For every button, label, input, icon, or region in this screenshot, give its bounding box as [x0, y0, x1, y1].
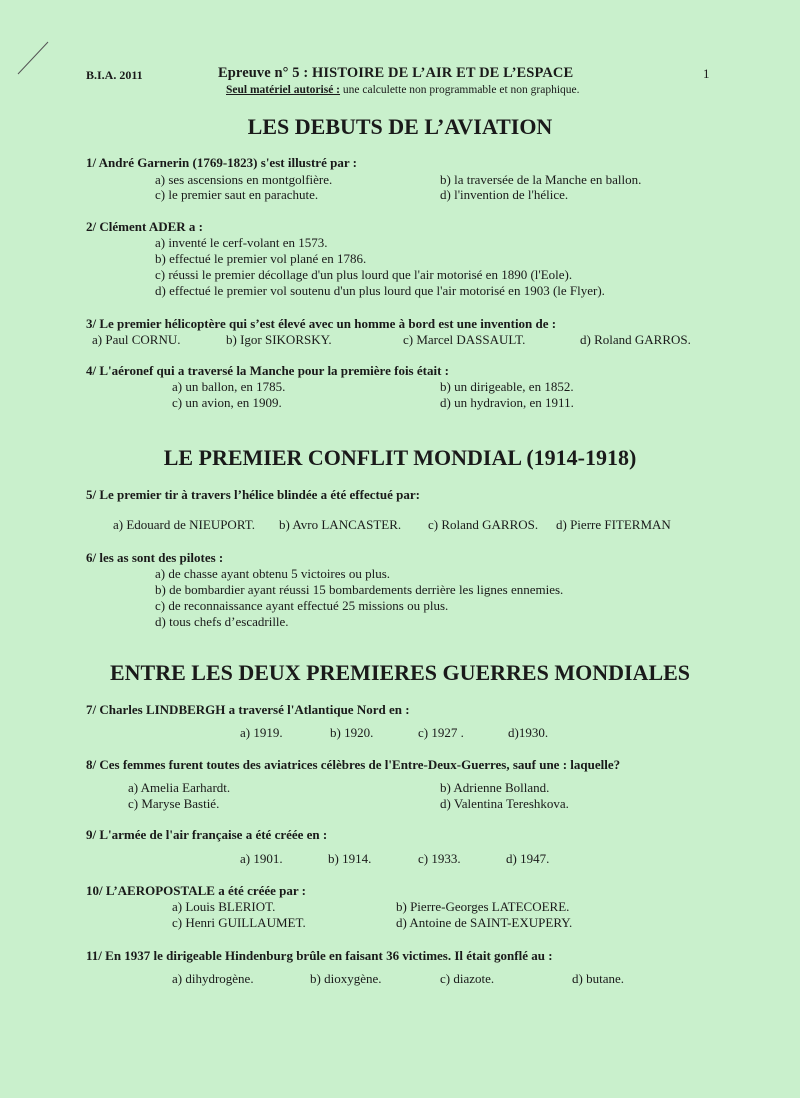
q10-option-c: c) Henri GUILLAUMET.	[172, 915, 306, 930]
materials-label: Seul matériel autorisé :	[226, 84, 341, 96]
q2-option-d: d) effectué le premier vol soutenu d'un plus lourd que l'air motorisé en 1903 (le Flyer).	[155, 283, 605, 298]
q10-option-b: b) Pierre-Georges LATECOERE.	[396, 899, 570, 914]
question-10: 10/ L’AEROPOSTALE a été créée par :	[86, 883, 307, 898]
q5-option-d: d) Pierre FITERMAN	[556, 517, 671, 532]
q3-option-d: d) Roland GARROS.	[580, 332, 691, 347]
question-1: 1/ André Garnerin (1769-1823) s'est illustré par :	[86, 155, 357, 170]
page-number: 1	[703, 66, 710, 81]
q9-option-c: c) 1933.	[418, 851, 461, 866]
question-7: 7/ Charles LINDBERGH a traversé l'Atlantique Nord en :	[86, 702, 410, 717]
q1-option-c: c) le premier saut en parachute.	[155, 187, 319, 202]
q9-option-b: b) 1914.	[328, 851, 372, 866]
q3-option-c: c) Marcel DASSAULT.	[403, 332, 526, 347]
q11-option-b: b) dioxygène.	[310, 971, 382, 986]
q8-option-d: d) Valentina Tereshkova.	[440, 796, 569, 811]
q6-option-b: b) de bombardier ayant réussi 15 bombardements derrière les lignes ennemies.	[155, 582, 564, 597]
q4-option-c: c) un avion, en 1909.	[172, 395, 282, 410]
q7-option-b: b) 1920.	[330, 725, 374, 740]
q7-option-c: c) 1927 .	[418, 725, 464, 740]
q4-option-b: b) un dirigeable, en 1852.	[440, 379, 574, 394]
exam-label: B.I.A. 2011	[86, 68, 143, 82]
q1-option-b: b) la traversée de la Manche en ballon.	[440, 172, 642, 187]
question-2: 2/ Clément ADER a :	[86, 219, 203, 234]
materials-note	[226, 84, 580, 96]
question-6: 6/ les as sont des pilotes :	[86, 550, 224, 565]
q5-option-b: b) Avro LANCASTER.	[279, 517, 402, 532]
section-title-debuts: LES DEBUTS DE L’AVIATION	[247, 114, 553, 139]
materials-text: une calculette non programmable et non graphique.	[340, 84, 580, 96]
q9-option-a: a) 1901.	[240, 851, 283, 866]
section-title-entre-guerres: ENTRE LES DEUX PREMIERES GUERRES MONDIALES	[109, 660, 691, 685]
question-4: 4/ L'aéronef qui a traversé la Manche pour la première fois était :	[86, 363, 449, 378]
question-11: 11/ En 1937 le dirigeable Hindenburg brûle en faisant 36 victimes. Il était gonflé au :	[86, 948, 553, 963]
q2-option-c: c) réussi le premier décollage d'un plus lourd que l'air motorisé en 1890 (l'Eole).	[155, 267, 573, 282]
q6-option-a: a) de chasse ayant obtenu 5 victoires ou plus.	[155, 566, 391, 581]
q5-option-a: a) Edouard de NIEUPORT.	[113, 517, 255, 532]
q8-option-c: c) Maryse Bastié.	[128, 796, 220, 811]
q7-option-d: d)1930.	[508, 725, 549, 740]
q2-option-a: a) inventé le cerf-volant en 1573.	[155, 235, 328, 250]
q10-option-a: a) Louis BLERIOT.	[172, 899, 276, 914]
q8-option-b: b) Adrienne Bolland.	[440, 780, 550, 795]
question-8: 8/ Ces femmes furent toutes des aviatrices célèbres de l'Entre-Deux-Guerres, sauf une : laquelle?	[86, 757, 621, 772]
q7-option-a: a) 1919.	[240, 725, 283, 740]
question-3: 3/ Le premier hélicoptère qui s’est élevé avec un homme à bord est une invention de :	[86, 316, 557, 331]
q11-option-d: d) butane.	[572, 971, 624, 986]
q4-option-d: d) un hydravion, en 1911.	[440, 395, 574, 410]
section-title-premier-conflit: LE PREMIER CONFLIT MONDIAL (1914-1918)	[163, 445, 637, 470]
q1-option-a: a) ses ascensions en montgolfière.	[155, 172, 333, 187]
q3-option-b: b) Igor SIKORSKY.	[226, 332, 332, 347]
exam-title: Epreuve n° 5 : HISTOIRE DE L’AIR ET DE L’ESPACE	[218, 65, 574, 81]
q2-option-b: b) effectué le premier vol plané en 1786.	[155, 251, 367, 266]
q10-option-d: d) Antoine de SAINT-EXUPERY.	[396, 915, 573, 930]
q3-option-a: a) Paul CORNU.	[92, 332, 181, 347]
q1-option-d: d) l'invention de l'hélice.	[440, 187, 569, 202]
question-5: 5/ Le premier tir à travers l’hélice blindée a été effectué par:	[86, 487, 420, 502]
q6-option-c: c) de reconnaissance ayant effectué 25 missions ou plus.	[155, 598, 449, 613]
q8-option-a: a) Amelia Earhardt.	[128, 780, 231, 795]
q5-option-c: c) Roland GARROS.	[428, 517, 539, 532]
question-9: 9/ L'armée de l'air française a été créée en :	[86, 827, 328, 842]
pen-stroke-mark	[14, 38, 54, 78]
q9-option-d: d) 1947.	[506, 851, 550, 866]
q6-option-d: d) tous chefs d’escadrille.	[155, 614, 289, 629]
q11-option-c: c) diazote.	[440, 971, 495, 986]
q4-option-a: a) un ballon, en 1785.	[172, 379, 286, 394]
q11-option-a: a) dihydrogène.	[172, 971, 254, 986]
